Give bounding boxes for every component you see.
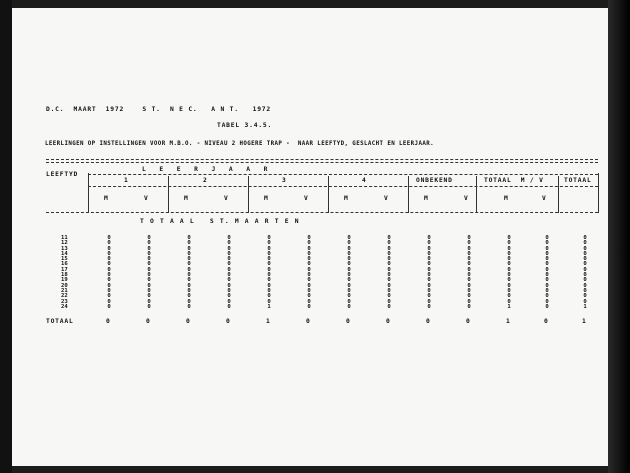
year-header-3: 3 [282,177,287,184]
divider [408,176,409,213]
sex-header: M [424,195,429,202]
total-cell: 1 [506,318,511,325]
divider [598,173,599,213]
table-title: TABEL 3.4.5. [217,122,273,129]
data-column: 0 0 0 0 0 0 0 0 0 0 0 0 0 0 [467,235,471,310]
sex-header: M [104,195,109,202]
total-cell: 0 [386,318,391,325]
top-rule-2 [46,162,598,163]
data-column: 0 0 0 0 0 0 0 0 0 0 0 0 0 0 [107,235,111,310]
data-column: 0 0 0 0 0 0 0 0 0 0 0 0 0 0 [227,235,231,310]
data-column: 0 0 0 0 0 0 0 0 0 0 0 0 0 0 [187,235,191,310]
sex-header: M [344,195,349,202]
year-header-2: 2 [203,177,208,184]
leerjaar-rule [88,174,598,175]
total-cell: 0 [146,318,151,325]
divider [168,176,169,213]
sex-header: V [384,195,389,202]
header-line: D.C. MAART 1972 S T. N E C. A N T. 1972 [46,106,271,113]
sex-header: V [304,195,309,202]
leeftyd-label: LEEFTYD [46,171,79,178]
scan-right-edge [608,0,630,473]
year-header-totaal: TOTAAL [564,177,592,184]
section-title: T O T A A L S T. M A A R T E N [140,218,300,225]
age-column: 11 12 13 14 15 16 17 18 19 20 21 22 23 24 [61,235,68,310]
total-cell: 0 [346,318,351,325]
sex-header: V [224,195,229,202]
divider [248,176,249,213]
total-cell: 0 [106,318,111,325]
data-column: 0 0 0 0 0 0 0 0 0 0 0 0 0 0 [307,235,311,310]
sex-header: M [504,195,509,202]
total-cell: 1 [266,318,271,325]
sex-header: M [184,195,189,202]
sex-header: M [264,195,269,202]
divider [476,176,477,213]
divider [328,176,329,213]
year-header-1: 1 [124,177,129,184]
year-header-4: 4 [362,177,367,184]
header-bottom-rule [46,212,598,213]
table-subtitle: LEERLINGEN OP INSTELLINGEN VOOR M.B.O. - NIVEAU 2 HOGERE TRAP - NAAR LEEFTYD, GESLACHT EN LEERJAAR. [45,141,435,147]
total-cell: 0 [426,318,431,325]
totaal-label: TOTAAL [46,318,74,325]
year-header-onbekend: ONBEKEND [416,177,453,184]
total-cell: 0 [466,318,471,325]
total-cell: 0 [186,318,191,325]
total-cell: 0 [226,318,231,325]
document-page [12,8,608,466]
data-column: 0 0 0 0 0 0 0 0 0 0 0 0 0 1 [267,235,271,310]
data-column: 0 0 0 0 0 0 0 0 0 0 0 0 0 1 [507,235,511,310]
total-cell: 1 [582,318,587,325]
year-header-totaal-mv: TOTAAL M / V [484,177,544,184]
sex-header: V [464,195,469,202]
top-rule [46,159,598,160]
divider [88,173,89,213]
year-rule [88,186,598,187]
total-cell: 0 [306,318,311,325]
divider [558,176,559,213]
data-column: 0 0 0 0 0 0 0 0 0 0 0 0 0 0 [347,235,351,310]
leerjaar-label: L E E R J A A R [142,166,270,173]
total-cell: 0 [544,318,549,325]
data-column: 0 0 0 0 0 0 0 0 0 0 0 0 0 0 [387,235,391,310]
sex-header: V [542,195,547,202]
sex-header: V [144,195,149,202]
scan-left-edge [0,0,12,473]
data-column: 0 0 0 0 0 0 0 0 0 0 0 0 0 0 [147,235,151,310]
data-column: 0 0 0 0 0 0 0 0 0 0 0 0 0 1 [583,235,587,310]
data-column: 0 0 0 0 0 0 0 0 0 0 0 0 0 0 [545,235,549,310]
data-column: 0 0 0 0 0 0 0 0 0 0 0 0 0 0 [427,235,431,310]
